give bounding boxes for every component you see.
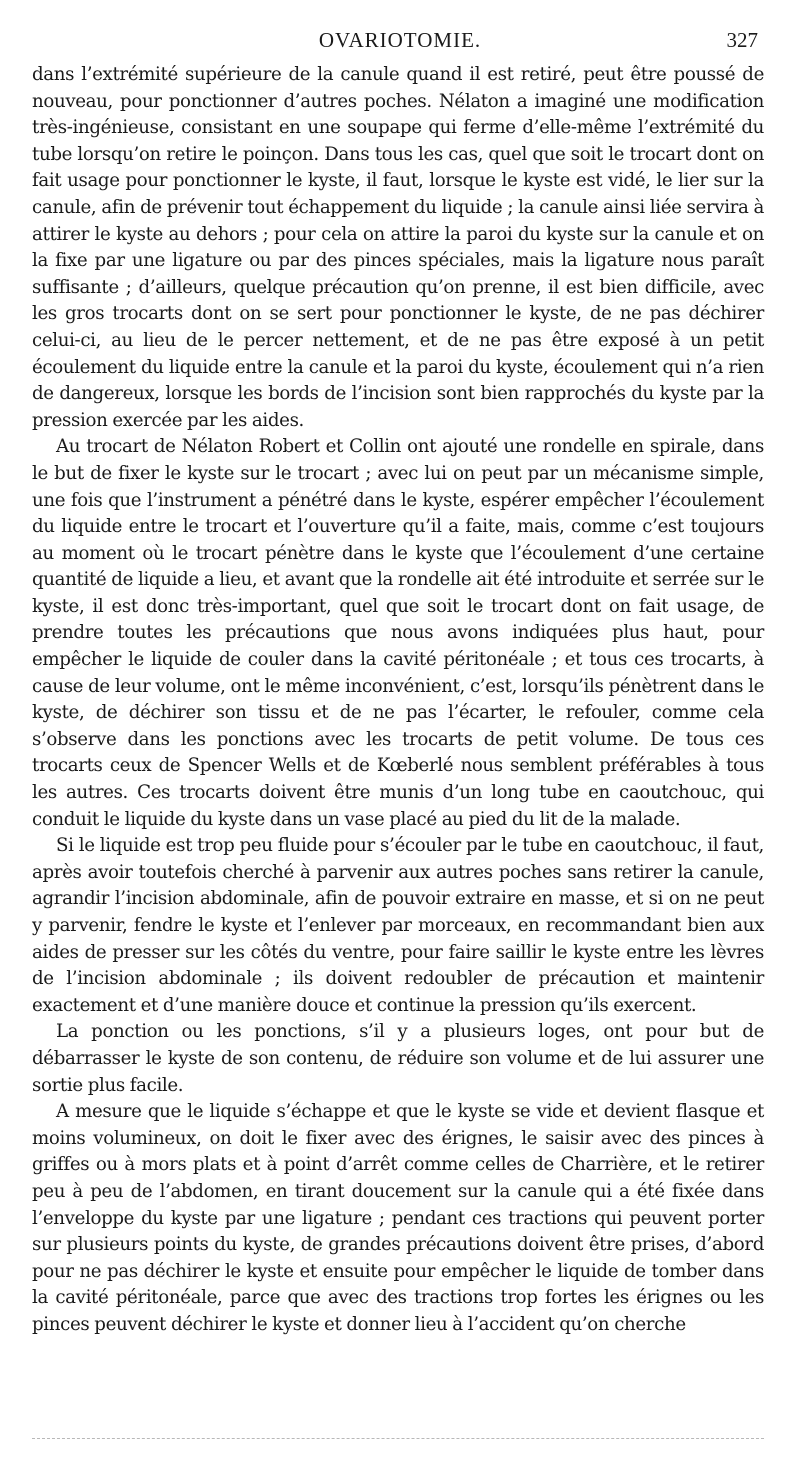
- paragraph-extraction: A mesure que le liquide s’échappe et que le kyste se vide et devient flasque et moins volumineux, on doit le fixer avec des érignes, le saisir avec des pinces à griffes ou à mors plats et à point d’arrêt comme celles de Charrière, et le retirer peu à peu de l’abdomen, en tirant doucement sur la canule qui a été fixée dans l’enveloppe du kyste par une ligature ; pendant ces tractions qui peuvent porter sur plusieurs points du kyste, de grandes précautions doivent être prises, d’abord pour ne pas déchirer le kyste et ensuite pour empêcher le liquide de tomber dans la cavité péritonéale, parce que avec des tractions trop fortes les érignes ou les pinces peuvent déchirer le kyste et donner lieu à l’accident qu’on cherche: [32, 1101, 764, 1335]
- paragraph-liquide-fluide: Si le liquide est trop peu fluide pour s’écouler par le tube en caoutchouc, il faut, après avoir toutefois cherché à parvenir aux autres poches sans retirer la canule, agrandir l’incision abdominale, afin de pouvoir extraire en masse, et si on ne peut y parvenir, fendre le kyste et l’enlever par morceaux, en recommandant bien aux aides de presser sur les côtés du ventre, pour faire saillir le kyste entre les lèvres de l’incision abdominale ; ils doivent redoubler de précaution et maintenir exactement et d’une manière douce et continue la pression qu’ils exercent.: [32, 835, 764, 1016]
- footer-rule: [32, 1438, 764, 1439]
- running-head: [30, 28, 770, 58]
- paragraph-ponction: La ponction ou les ponctions, s’il y a plusieurs loges, ont pour but de débarrasser le kyste de son contenu, de réduire son volume et de lui assurer une sortie plus facile.: [32, 1021, 764, 1096]
- body-text: [32, 62, 764, 1339]
- paragraph-trocart-nelaton: Au trocart de Nélaton Robert et Collin ont ajouté une rondelle en spirale, dans le but de fixer le kyste sur le trocart ; avec lui on peut par un mécanisme simple, une fois que l’instrument a pénétré dans le kyste, espérer empêcher l’écoulement du liquide entre le trocart et l’ouverture qu’il a faite, mais, comme c’est toujours au moment où le trocart pénètre dans le kyste que l’écoulement d’une certaine quantité de liquide a lieu, et avant que la rondelle ait été introduite et serrée sur le kyste, il est donc très-important, quel que soit le trocart dont on fait usage, de prendre toutes les précautions que nous avons indiquées plus haut, pour empêcher le liquide de couler dans la cavité péritonéale ; et tous ces trocarts, à cause de leur volume, ont le même inconvénient, c’est, lorsqu’ils pénètrent dans le kyste, de déchirer son tissu et de ne pas l’écarter, le refouler, comme cela s’observe dans les ponctions avec les trocarts de petit volume. De tous ces trocarts ceux de Spencer Wells et de Kœberlé nous semblent préférables à tous les autres. Ces trocarts doivent être munis d’un long tube en caoutchouc, qui conduit le liquide du kyste dans un vase placé au pied du lit de la malade.: [32, 436, 764, 830]
- page-number: 327: [726, 28, 758, 52]
- running-title: OVARIOTOMIE.: [318, 28, 482, 52]
- paragraph-continued: dans l’extrémité supérieure de la canule quand il est retiré, peut être poussé de nouveau, pour ponctionner d’autres poches. Nélaton a imaginé une modification très-ingénieuse, consistant en une soupape qui ferme d’elle-même l’extrémité du tube lorsqu’on retire le poinçon. Dans tous les cas, quel que soit le trocart dont on fait usage pour ponctionner le kyste, il faut, lorsque le kyste est vidé, le lier sur la canule, afin de prévenir tout échappement du liquide ; la canule ainsi liée servira à attirer le kyste au dehors ; pour cela on attire la paroi du kyste sur la canule et on la fixe par une ligature ou par des pinces spéciales, mais la ligature nous paraît suffisante ; d’ailleurs, quelque précaution qu’on prenne, il est bien difficile, avec les gros trocarts dont on se sert pour ponctionner le kyste, de ne pas déchirer celui-ci, au lieu de le percer nettement, et de ne pas être exposé à un petit écoulement du liquide entre la canule et la paroi du kyste, écoulement qui n’a rien de dangereux, lorsque les bords de l’incision sont bien rapprochés du kyste par la pression exercée par les aides.: [32, 64, 764, 431]
